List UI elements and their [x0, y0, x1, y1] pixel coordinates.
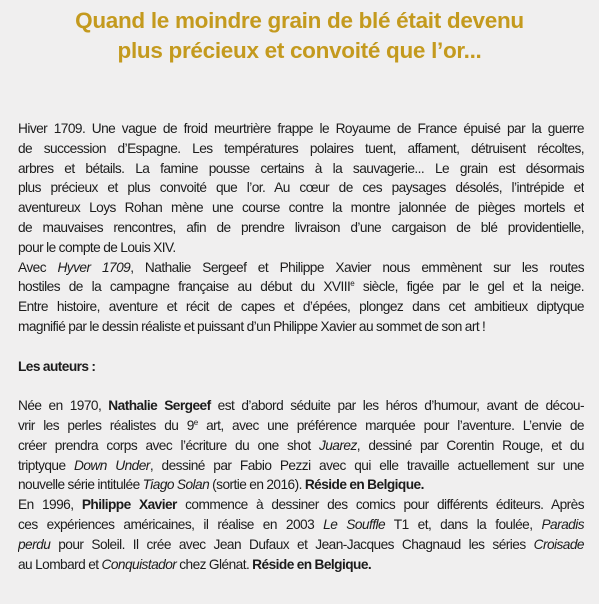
book-title: Conquistador	[101, 556, 177, 572]
spacer	[18, 376, 584, 396]
text: T1 et, dans la foulée,	[385, 516, 542, 532]
article-body	[18, 119, 584, 574]
text: , Nathalie Sergeef et Philippe Xavier nous emmènent sur les routes	[130, 259, 584, 275]
synopsis-line: pour le compte de Louis XIV.	[18, 239, 176, 255]
synopsis-paragraph	[18, 119, 584, 258]
text: Avec	[18, 259, 58, 275]
book-title: Paradis	[541, 516, 584, 532]
text: ces expériences américaines, il réalise en 2003	[18, 516, 324, 532]
residence: Réside en Belgique.	[304, 477, 424, 493]
authors-heading: Les auteurs :	[18, 358, 96, 374]
synopsis-line: de mauvaises rencontres, afin de prendre livraison d’une cargaison de blé providentielle,	[18, 219, 584, 235]
text: nouvelle série intitulée	[18, 477, 143, 493]
bio-line	[18, 515, 584, 535]
bio-line	[18, 535, 584, 555]
text: En 1996,	[18, 497, 82, 513]
bio-line	[18, 475, 584, 495]
author-name: Philippe Xavier	[81, 497, 177, 513]
synopsis-line: magnifié par le dessin réaliste et puissant d’un Philippe Xavier au sommet de son art !	[18, 318, 486, 334]
book-title: Tiago Solan	[142, 477, 210, 493]
text: Née en 1970,	[18, 398, 109, 414]
residence: Réside en Belgique.	[252, 556, 372, 572]
author-name: Nathalie Sergeef	[108, 398, 211, 414]
book-title: Le Souffle	[323, 516, 386, 532]
text: , dessiné par Corentin Rouge, et du	[356, 437, 584, 453]
synopsis-line	[18, 258, 584, 278]
synopsis-line: de succession d’Espagne. Les températures polaires tuent, affament, détruisent récoltes,	[18, 140, 584, 156]
text: triptyque	[18, 457, 75, 473]
title-line-1: Quand le moindre grain de blé était devenu	[75, 8, 524, 33]
synopsis-paragraph-2	[18, 258, 584, 337]
author-bio-xavier	[18, 495, 584, 574]
bio-line	[18, 416, 584, 436]
text: pour Soleil. Il crée avec Jean Dufaux et Jean-Jacques Chagnaud les séries	[50, 536, 534, 552]
synopsis-line: plus précieux et plus convoité que l’or. Au cœur de ces paysages désolés, l’intrépide et	[18, 180, 584, 196]
text: est d’abord séduite par les héros d’humour, avant de décou-	[210, 398, 584, 414]
bio-line	[18, 495, 584, 515]
text: art, avec une préférence marquée pour l’aventure. L’envie de	[197, 417, 584, 433]
spacer	[18, 337, 584, 357]
author-bio-sergeef	[18, 396, 584, 495]
superscript: e	[193, 417, 198, 427]
book-title: Hyver 1709	[57, 259, 131, 275]
book-title: Croisade	[533, 536, 584, 552]
book-title: Juarez	[318, 437, 357, 453]
text: , dessiné par Fabio Pezzi avec qui elle travaille actuellement sur une	[149, 457, 584, 473]
title-line-2: plus précieux et convoité que l’or...	[117, 38, 482, 63]
text: hostiles de la campagne française au début du XVIII	[18, 279, 351, 295]
synopsis-line: Entre histoire, aventure et récit de capes et d’épées, plongez dans cet ambitieux diptyque	[18, 299, 584, 315]
superscript: e	[350, 279, 355, 289]
bio-line	[18, 396, 584, 416]
synopsis-line: aventureux Loys Rohan mène une course contre la montre jalonnée de pièges mortels et	[18, 200, 584, 216]
bio-line	[18, 436, 584, 456]
synopsis-line: Hiver 1709. Une vague de froid meurtrière frappe le Royaume de France épuisé par la guerre	[18, 121, 584, 136]
text: (sortie en 2016).	[209, 477, 305, 493]
text: commence à dessiner des comics pour différents éditeurs. Après	[176, 497, 584, 513]
synopsis-line: arbres et bétails. La famine pousse certains à la sauvagerie... Le grain est désormais	[18, 160, 584, 176]
bio-line	[18, 456, 584, 476]
text: siècle, figée par le gel et la neige.	[354, 279, 584, 295]
book-title: Down Under	[74, 457, 150, 473]
text: chez Glénat.	[176, 556, 253, 572]
book-title: perdu	[18, 536, 51, 552]
page-title	[0, 6, 599, 66]
text: au Lombard et	[18, 556, 102, 572]
text: vrir les perles réalistes du 9	[18, 417, 194, 433]
synopsis-line	[18, 277, 584, 297]
bio-line	[18, 555, 584, 575]
text: créer prendra corps avec l’écriture du one shot	[18, 437, 319, 453]
